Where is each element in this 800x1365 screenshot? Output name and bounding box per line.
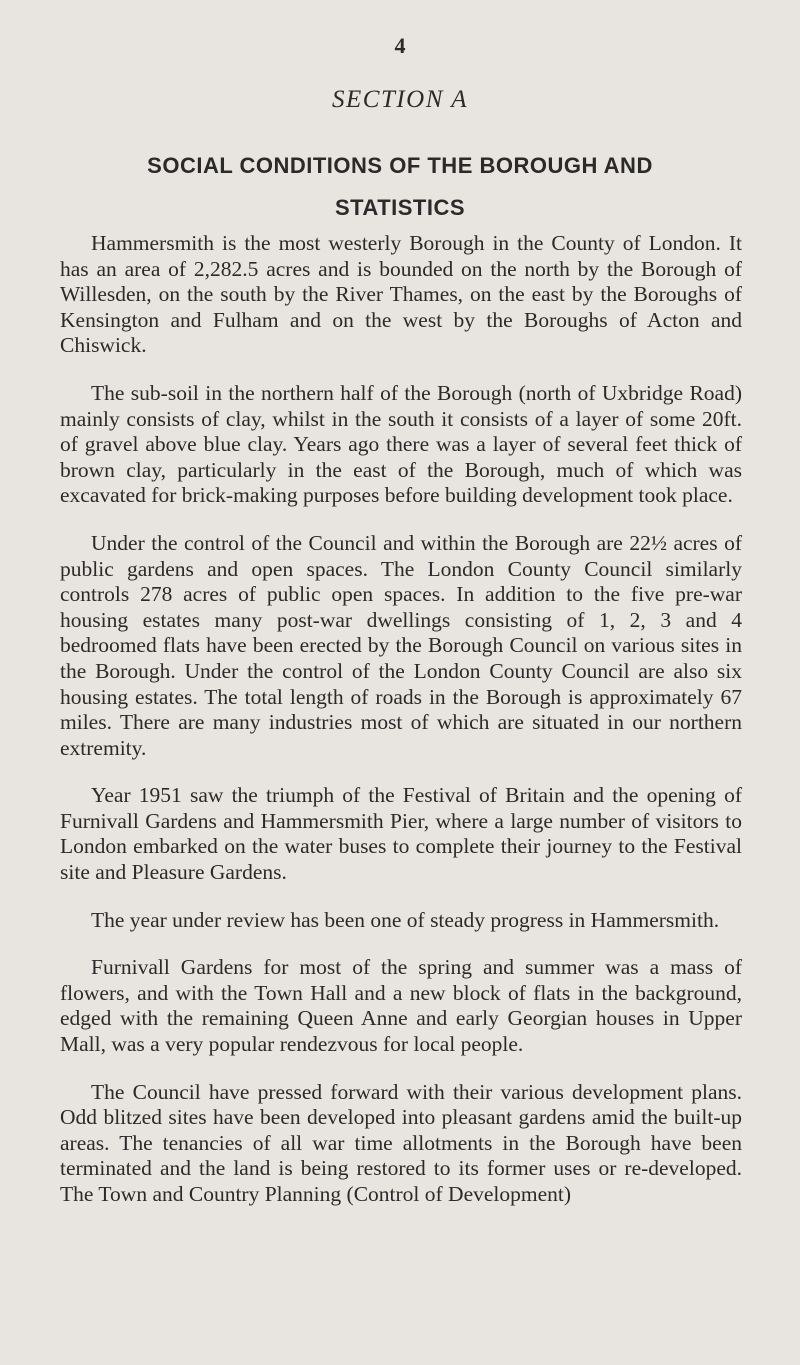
- body-text: [60, 231, 742, 1208]
- paragraph-1: Hammersmith is the most westerly Borough in the County of London. It has an area of 2,282.5 acres and is bounded on the north by the Borough of Willesden, on the south by the River Thames, on the east by the Boroughs of Kensington and Fulham and on the west by the Boroughs of Acton and Chiswick.: [60, 231, 742, 358]
- paragraph-7: The Council have pressed forward with their various development plans. Odd blitzed sites have been developed into pleasant gardens amid the built-up areas. The tenancies of all war time allotments in the Borough have been terminated and the land is being restored to its former uses or re-developed. The Town and Country Planning (Control of Development): [60, 1079, 742, 1206]
- paragraph-4: Year 1951 saw the triumph of the Festival of Britain and the opening of Furnivall Gardens and Hammersmith Pier, where a large number of visitors to London embarked on the water buses to complete their journey to the Festival site and Pleasure Gardens.: [60, 783, 742, 885]
- page-number: 4: [394, 33, 406, 58]
- paragraph-5: The year under review has been one of steady progress in Hammersmith.: [91, 907, 720, 932]
- paragraph-6: Furnivall Gardens for most of the spring and summer was a mass of flowers, and with the Town Hall and a new block of flats in the background, edged with the remaining Queen Anne and early Georgian houses in Upper Mall, was a very popular rendezvous for local people.: [60, 955, 742, 1057]
- paragraph-2: The sub-soil in the northern half of the Borough (north of Uxbridge Road) mainly consists of clay, whilst in the south it consists of a layer of some 20ft. of gravel above blue clay. Years ago there was a layer of several feet thick of brown clay, particularly in the east of the Borough, much of which was excavated for brick-making purposes before building development took place.: [60, 380, 742, 508]
- section-title: SOCIAL CONDITIONS OF THE BOROUGH AND STATISTICS: [147, 153, 653, 220]
- paragraph-3: Under the control of the Council and within the Borough are 22½ acres of public gardens and open spaces. The London County Council similarly controls 278 acres of public open spaces. In addition to the five pre-war housing estates many post-war dwellings consisting of 1, 2, 3 and 4 bedroomed flats have been erected by the Borough Council on various sites in the Borough. Under the control of the London County Council are also six housing estates. The total length of roads in the Borough is approximately 67 miles. There are many industries most of which are situated in our northern extremity.: [60, 530, 742, 760]
- section-label: SECTION A: [332, 86, 468, 113]
